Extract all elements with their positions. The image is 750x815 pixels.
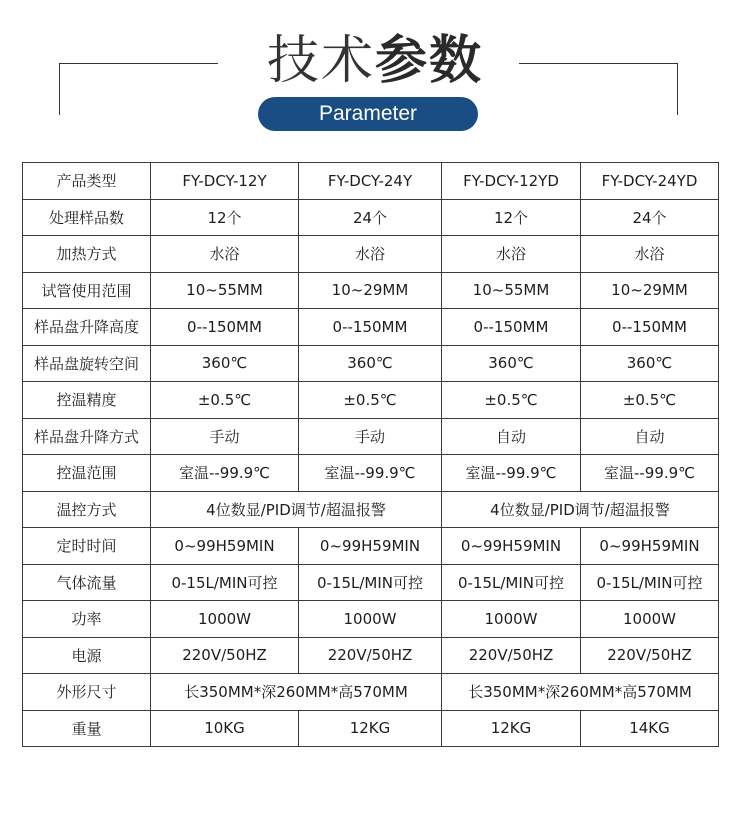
table-cell: 0~99H59MIN — [151, 528, 299, 565]
table-cell: FY-DCY-12Y — [151, 163, 299, 200]
table-cell: 手动 — [151, 418, 299, 455]
table-cell: 360℃ — [442, 345, 581, 382]
table-cell-merged: 长350MM*深260MM*高570MM — [151, 674, 442, 711]
table-cell: 水浴 — [299, 236, 442, 273]
table-cell: 10~29MM — [299, 272, 442, 309]
table-cell: 360℃ — [151, 345, 299, 382]
table-cell: 水浴 — [581, 236, 719, 273]
table-cell: 360℃ — [299, 345, 442, 382]
row-label: 外形尺寸 — [23, 674, 151, 711]
table-cell: 水浴 — [442, 236, 581, 273]
table-cell: 室温--99.9℃ — [442, 455, 581, 492]
table-cell: ±0.5℃ — [581, 382, 719, 419]
table-row — [23, 491, 719, 528]
table-cell: 10KG — [151, 710, 299, 747]
table-cell: 0~99H59MIN — [442, 528, 581, 565]
table-cell: 12个 — [442, 199, 581, 236]
table-row — [23, 674, 719, 711]
table-cell: 0--150MM — [299, 309, 442, 346]
row-label: 控温范围 — [23, 455, 151, 492]
table-row — [23, 382, 719, 419]
row-label: 控温精度 — [23, 382, 151, 419]
table-cell: 0-15L/MIN可控 — [299, 564, 442, 601]
table-cell: FY-DCY-24Y — [299, 163, 442, 200]
table-cell: 24个 — [581, 199, 719, 236]
table-row — [23, 601, 719, 638]
table-cell: 室温--99.9℃ — [299, 455, 442, 492]
table-cell: 0-15L/MIN可控 — [442, 564, 581, 601]
table-row — [23, 710, 719, 747]
table-cell-merged: 长350MM*深260MM*高570MM — [442, 674, 719, 711]
row-label: 定时时间 — [23, 528, 151, 565]
spec-table-body — [23, 163, 719, 747]
table-cell: 12个 — [151, 199, 299, 236]
row-label: 功率 — [23, 601, 151, 638]
table-row — [23, 455, 719, 492]
row-label: 产品类型 — [23, 163, 151, 200]
table-cell: 自动 — [442, 418, 581, 455]
table-row — [23, 163, 719, 200]
table-cell: 220V/50HZ — [299, 637, 442, 674]
table-row — [23, 528, 719, 565]
table-cell: 360℃ — [581, 345, 719, 382]
table-cell: ±0.5℃ — [299, 382, 442, 419]
table-cell: 1000W — [442, 601, 581, 638]
table-row — [23, 418, 719, 455]
table-cell: 1000W — [581, 601, 719, 638]
row-label: 处理样品数 — [23, 199, 151, 236]
table-cell: 0~99H59MIN — [581, 528, 719, 565]
table-cell: 10~55MM — [151, 272, 299, 309]
table-cell: 0--150MM — [581, 309, 719, 346]
row-label: 重量 — [23, 710, 151, 747]
row-label: 加热方式 — [23, 236, 151, 273]
row-label: 温控方式 — [23, 491, 151, 528]
table-cell: 0~99H59MIN — [299, 528, 442, 565]
row-label: 试管使用范围 — [23, 272, 151, 309]
table-cell: 10~29MM — [581, 272, 719, 309]
table-cell: 10~55MM — [442, 272, 581, 309]
table-cell: 手动 — [299, 418, 442, 455]
table-cell: 220V/50HZ — [151, 637, 299, 674]
table-cell: 室温--99.9℃ — [151, 455, 299, 492]
table-row — [23, 637, 719, 674]
table-cell: ±0.5℃ — [151, 382, 299, 419]
table-row — [23, 236, 719, 273]
page-title-bold: 参数 — [375, 31, 484, 91]
table-cell: 24个 — [299, 199, 442, 236]
table-cell-merged: 4位数显/PID调节/超温报警 — [442, 491, 719, 528]
table-cell: 220V/50HZ — [581, 637, 719, 674]
table-cell-merged: 4位数显/PID调节/超温报警 — [151, 491, 442, 528]
table-row — [23, 345, 719, 382]
row-label: 样品盘升降方式 — [23, 418, 151, 455]
page-header — [0, 0, 750, 150]
table-cell: 220V/50HZ — [442, 637, 581, 674]
table-row — [23, 564, 719, 601]
table-row — [23, 309, 719, 346]
row-label: 样品盘旋转空间 — [23, 345, 151, 382]
row-label: 样品盘升降高度 — [23, 309, 151, 346]
table-cell: 0--150MM — [151, 309, 299, 346]
table-cell: 0-15L/MIN可控 — [581, 564, 719, 601]
table-row — [23, 272, 719, 309]
table-cell: 水浴 — [151, 236, 299, 273]
table-cell: ±0.5℃ — [442, 382, 581, 419]
table-cell: 12KG — [442, 710, 581, 747]
table-cell: FY-DCY-24YD — [581, 163, 719, 200]
table-row — [23, 199, 719, 236]
table-cell: 1000W — [299, 601, 442, 638]
table-cell: FY-DCY-12YD — [442, 163, 581, 200]
table-cell: 14KG — [581, 710, 719, 747]
table-cell: 12KG — [299, 710, 442, 747]
row-label: 气体流量 — [23, 564, 151, 601]
row-label: 电源 — [23, 637, 151, 674]
table-cell: 0-15L/MIN可控 — [151, 564, 299, 601]
spec-table — [22, 162, 719, 747]
table-cell: 0--150MM — [442, 309, 581, 346]
table-cell: 1000W — [151, 601, 299, 638]
table-cell: 室温--99.9℃ — [581, 455, 719, 492]
page-title-light: 技术 — [266, 31, 375, 91]
parameter-badge: Parameter — [258, 97, 478, 131]
page-title — [0, 26, 750, 96]
table-cell: 自动 — [581, 418, 719, 455]
